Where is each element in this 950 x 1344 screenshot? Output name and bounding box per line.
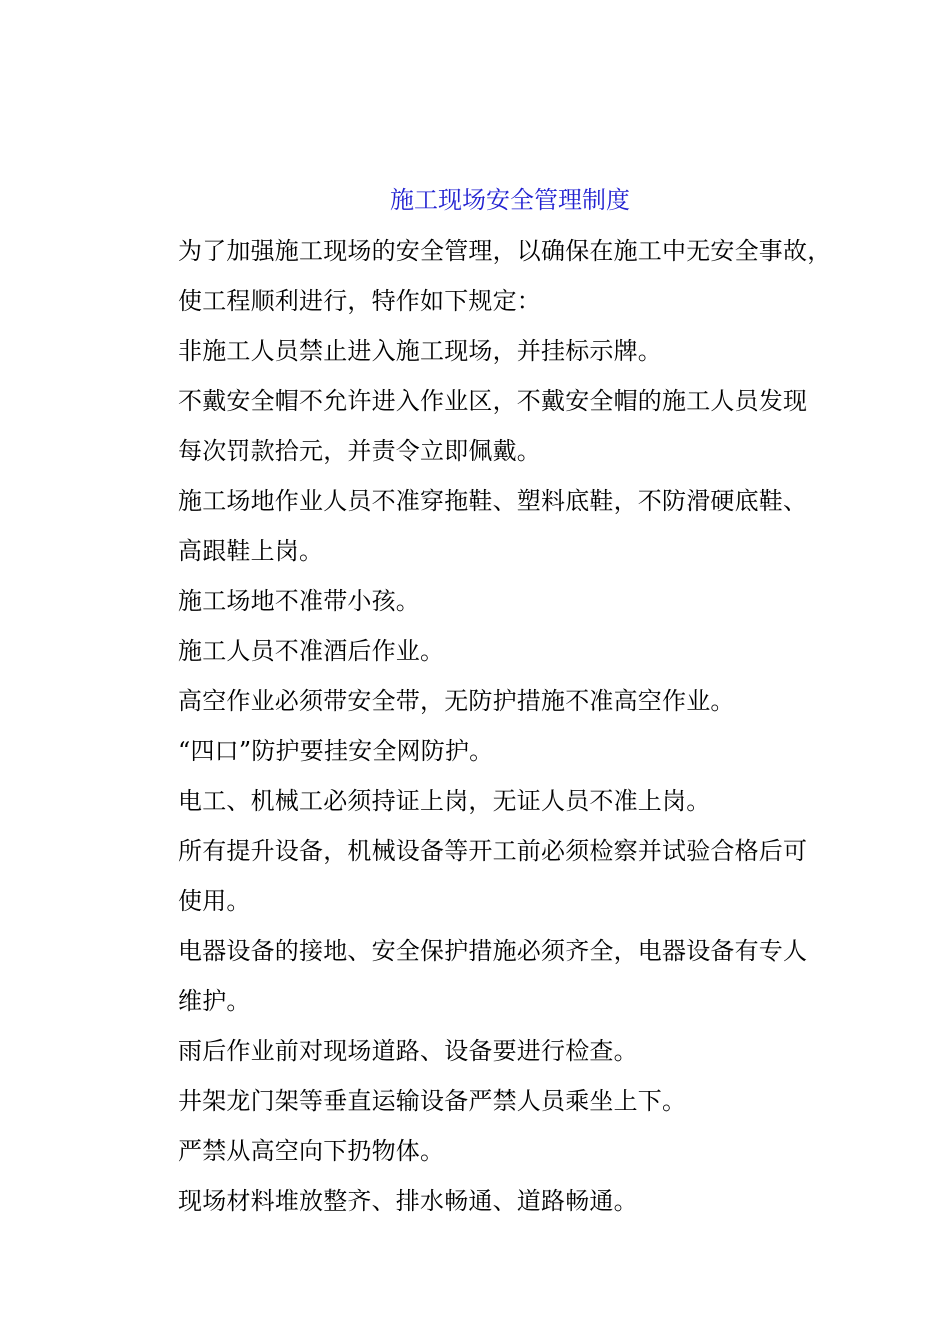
text-line: 高跟鞋上岗。 <box>178 537 324 565</box>
text-line: 不戴安全帽不允许进入作业区，不戴安全帽的施工人员发现 <box>178 387 808 415</box>
text-line: 使用。 <box>178 887 251 915</box>
text-line: 维护。 <box>178 987 251 1015</box>
text-line: 严禁从高空向下扔物体。 <box>178 1137 445 1165</box>
document-title: 施工现场安全管理制度 <box>390 186 630 214</box>
text-line: “四口”防护要挂安全网防护。 <box>178 737 494 765</box>
document-body <box>178 226 878 1226</box>
text-line: 每次罚款拾元，并责令立即佩戴。 <box>178 437 541 465</box>
text-line: 雨后作业前对现场道路、设备要进行检查。 <box>178 1037 638 1065</box>
text-line: 非施工人员禁止进入施工现场，并挂标示牌。 <box>178 337 662 365</box>
text-line: 施工人员不准酒后作业。 <box>178 637 445 665</box>
text-line: 井架龙门架等垂直运输设备严禁人员乘坐上下。 <box>178 1087 687 1115</box>
text-line: 电器设备的接地、安全保护措施必须齐全，电器设备有专人 <box>178 937 808 965</box>
text-line: 使工程顺利进行，特作如下规定： <box>178 287 541 315</box>
text-line: 所有提升设备，机械设备等开工前必须检察并试验合格后可 <box>178 837 808 865</box>
text-line: 施工场地作业人员不准穿拖鞋、塑料底鞋，不防滑硬底鞋、 <box>178 487 808 515</box>
text-line: 电工、机械工必须持证上岗，无证人员不准上岗。 <box>178 787 711 815</box>
text-line: 现场材料堆放整齐、排水畅通、道路畅通。 <box>178 1187 638 1215</box>
text-line: 为了加强施工现场的安全管理，以确保在施工中无安全事故， <box>178 237 832 265</box>
text-line: 施工场地不准带小孩。 <box>178 587 420 615</box>
text-line: 高空作业必须带安全带，无防护措施不准高空作业。 <box>178 687 735 715</box>
